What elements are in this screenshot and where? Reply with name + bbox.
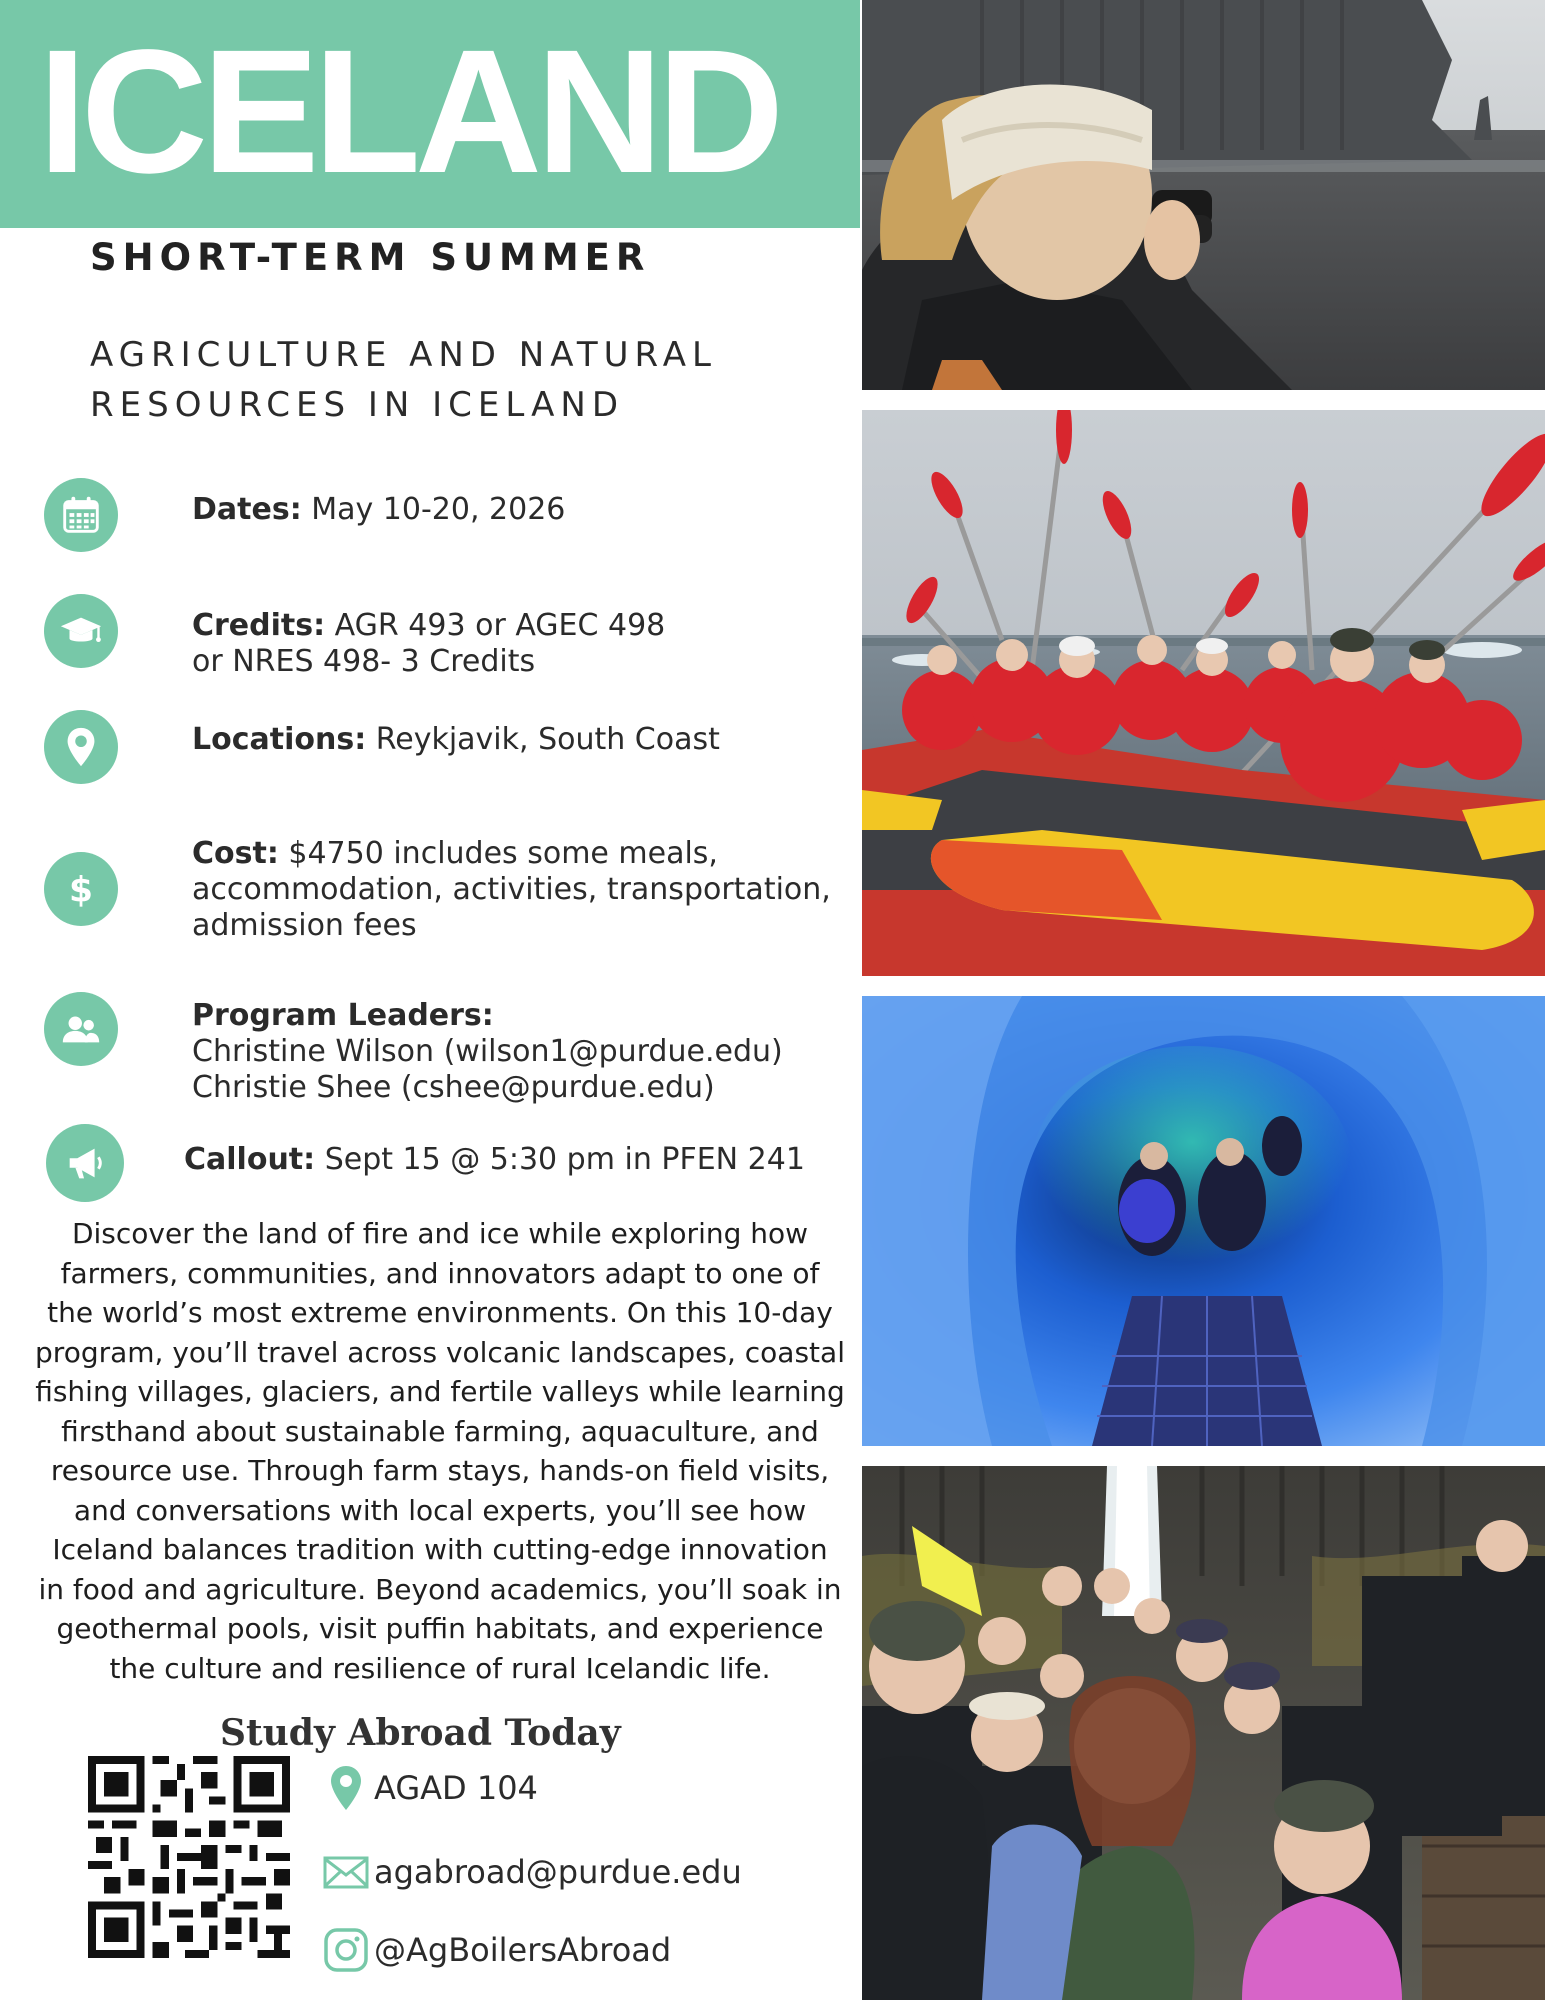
locations-value: Reykjavik, South Coast: [375, 722, 720, 757]
photo-kayaking-group: [862, 410, 1545, 976]
cost-value-line-2: accommodation, activities, transportation,: [192, 872, 831, 907]
svg-text:$: $: [68, 870, 94, 911]
program-type: SHORT-TERM SUMMER: [90, 236, 651, 279]
cost-label: Cost:: [192, 836, 279, 871]
cost-row: [192, 836, 852, 944]
description-line: firsthand about sustainable farming, aquaculture, and: [61, 1414, 819, 1448]
cost-value-line-3: admission fees: [192, 908, 417, 943]
photo-ice-cave: [862, 996, 1545, 1446]
description-line: Discover the land of fire and ice while exploring how: [71, 1217, 809, 1250]
dates-value: May 10-20, 2026: [311, 492, 566, 527]
office-row: [322, 1764, 538, 1812]
credits-row: [192, 608, 852, 680]
study-abroad-heading: Study Abroad Today: [220, 1712, 621, 1754]
callout-value: Sept 15 @ 5:30 pm in PFEN 241: [324, 1142, 805, 1177]
callout-row: [184, 1142, 844, 1178]
description-line: resource use. Through farm stays, hands-on field visits,: [50, 1454, 830, 1487]
location-pin-icon: [44, 710, 118, 784]
instagram-icon: [322, 1926, 370, 1974]
megaphone-icon: [46, 1124, 124, 1202]
program-description: [30, 1214, 850, 1688]
graduation-cap-icon: [44, 594, 118, 668]
leaders-label: Program Leaders:: [192, 998, 494, 1033]
description-line: Iceland balances tradition with cutting-edge innovation: [52, 1533, 828, 1566]
qr-code[interactable]: [88, 1756, 290, 1958]
email-link[interactable]: agabroad@purdue.edu: [374, 1853, 742, 1891]
credits-label: Credits:: [192, 608, 326, 643]
leader-2: Christie Shee (cshee@purdue.edu): [192, 1070, 715, 1105]
program-name: [90, 330, 810, 430]
page-title: ICELAND: [38, 14, 779, 210]
description-line: farmers, communities, and innovators adapt to one of: [60, 1256, 820, 1290]
dates-label: Dates:: [192, 492, 302, 527]
program-name-line-2: RESOURCES IN ICELAND: [90, 385, 624, 425]
description-line: the culture and resilience of rural Icelandic life.: [109, 1651, 771, 1685]
locations-row: [192, 722, 852, 758]
people-icon: [44, 992, 118, 1066]
description-line: in food and agriculture. Beyond academics, you’ll soak in: [38, 1572, 842, 1606]
credits-value-line-2: or NRES 498- 3 Credits: [192, 644, 536, 679]
leaders-row: [192, 998, 852, 1106]
dollar-icon: [44, 852, 118, 926]
mail-icon: [322, 1848, 370, 1896]
location-pin-icon: [322, 1764, 370, 1812]
locations-label: Locations:: [192, 722, 367, 757]
cost-value-line-1: $4750 includes some meals,: [288, 836, 718, 871]
photo-binoculars-beach: [862, 0, 1545, 390]
description-line: the world’s most extreme environments. On this 10-day: [47, 1296, 833, 1329]
calendar-icon: [44, 478, 118, 552]
description-line: fishing villages, glaciers, and fertile valleys while learning: [35, 1375, 845, 1408]
description-line: program, you’ll travel across volcanic landscapes, coastal: [35, 1335, 845, 1369]
callout-label: Callout:: [184, 1142, 316, 1177]
description-line: geothermal pools, visit puffin habitats, and experience: [56, 1612, 824, 1645]
photo-group-waterfall: [862, 1466, 1545, 2000]
dates-row: [192, 492, 852, 528]
title-banner: [0, 0, 860, 228]
email-row: [322, 1848, 742, 1896]
social-row: [322, 1926, 671, 1974]
program-name-line-1: AGRICULTURE AND NATURAL: [90, 335, 717, 375]
leader-1: Christine Wilson (wilson1@purdue.edu): [192, 1034, 783, 1069]
credits-value-line-1: AGR 493 or AGEC 498: [334, 608, 666, 643]
office-location: AGAD 104: [374, 1769, 538, 1807]
social-handle[interactable]: @AgBoilersAbroad: [374, 1931, 672, 1969]
description-line: and conversations with local experts, you’ll see how: [73, 1493, 807, 1527]
